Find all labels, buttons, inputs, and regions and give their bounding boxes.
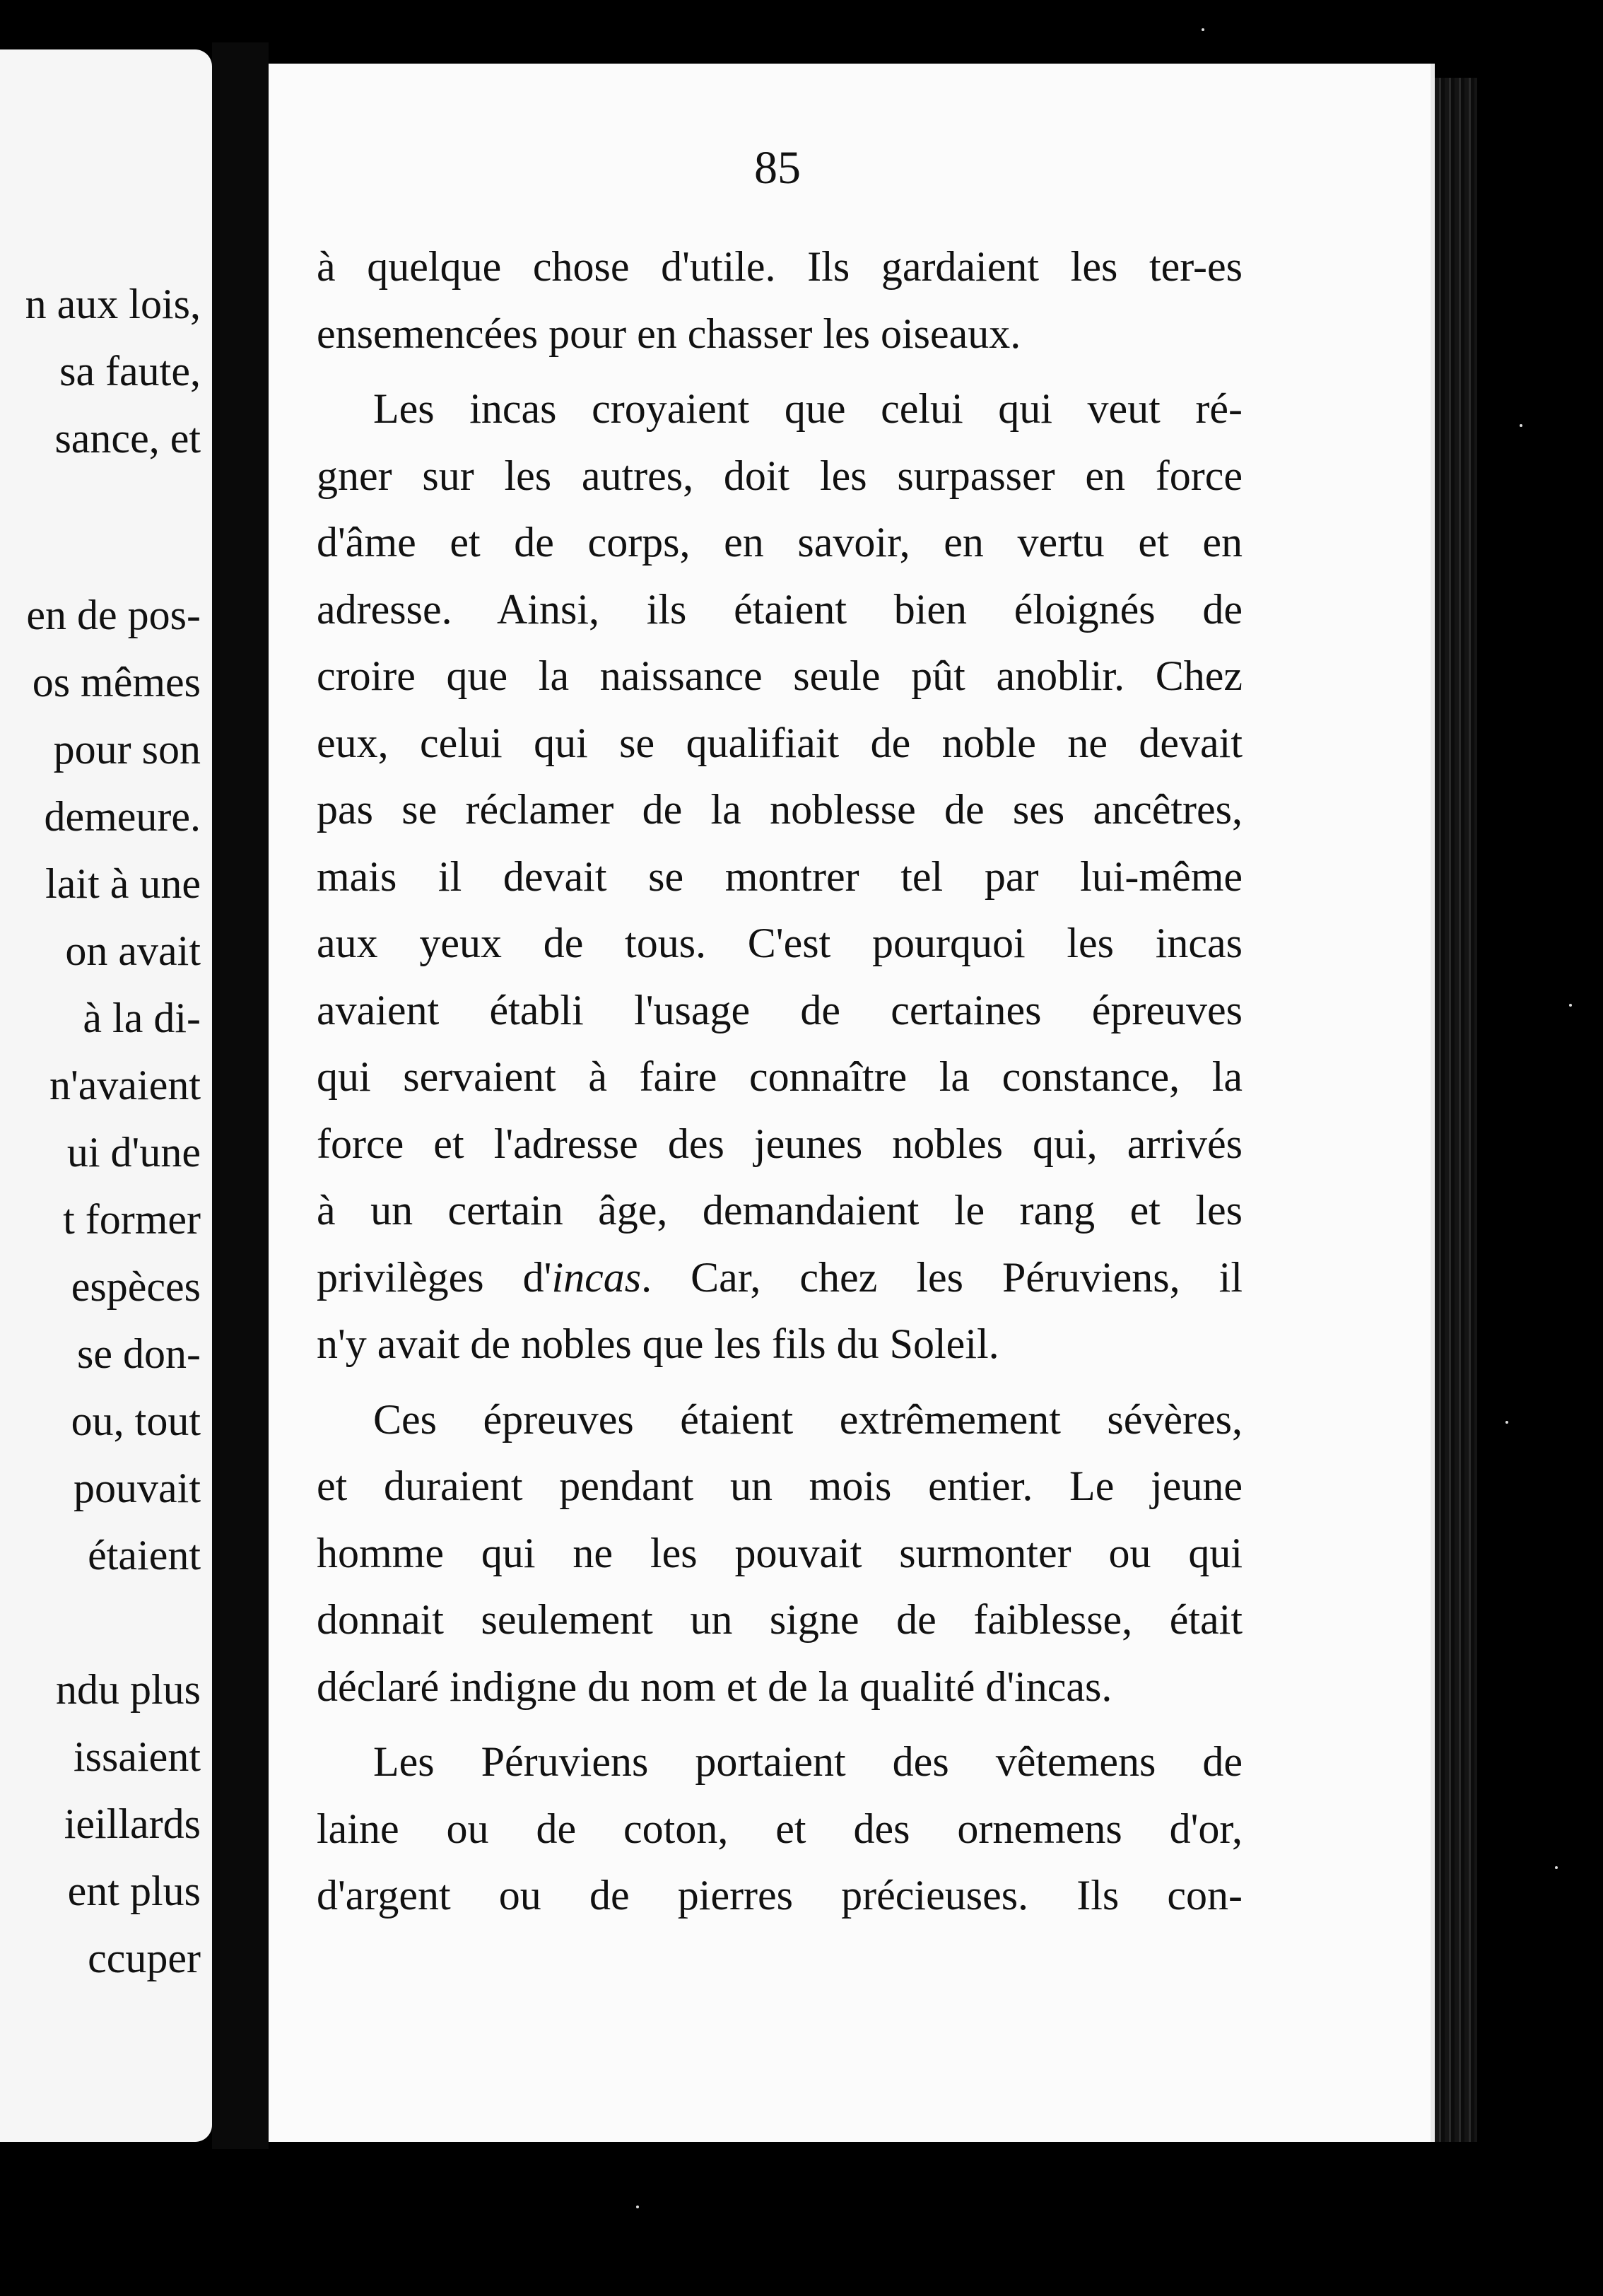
scan-speck xyxy=(636,2206,639,2208)
text-line: mais il devait se montrer tel par lui-même xyxy=(317,853,1243,900)
left-line: ieillards xyxy=(64,1800,201,1847)
text-line: Les Péruviens portaient des vêtemens de xyxy=(373,1738,1243,1785)
left-line: lait à une xyxy=(45,860,201,907)
book-gutter xyxy=(212,42,269,2149)
page-body-text xyxy=(317,233,1243,1929)
text-segment: privilèges d' xyxy=(317,1253,552,1301)
left-line: ui d'une xyxy=(66,1129,201,1176)
text-line: à quelque chose d'utile. Ils gardaient les ter-es xyxy=(317,243,1243,290)
text-line: adresse. Ainsi, ils étaient bien éloignés de xyxy=(317,585,1243,633)
text-line: d'âme et de corps, en savoir, en vertu et en xyxy=(317,519,1243,566)
left-line: sa faute, xyxy=(59,348,201,394)
text-line: avaient établi l'usage de certaines épreuves xyxy=(317,986,1243,1033)
text-line: déclaré indigne du nom et de la qualité d'incas. xyxy=(317,1663,1112,1710)
text-line: eux, celui qui se qualifiait de noble ne devait xyxy=(317,719,1243,766)
text-line: aux yeux de tous. C'est pourquoi les incas xyxy=(317,920,1243,966)
text-line: ensemencées pour en chasser les oiseaux. xyxy=(317,310,1021,357)
left-line: demeure. xyxy=(44,793,201,840)
left-line: pour son xyxy=(53,726,201,773)
text-line: à un certain âge, demandaient le rang et les xyxy=(317,1187,1243,1234)
scan-speck xyxy=(1569,1004,1572,1007)
scan-speck xyxy=(1555,1866,1558,1869)
text-line: qui servaient à faire connaître la constance, la xyxy=(317,1053,1243,1100)
previous-page-fragment xyxy=(0,49,212,2142)
left-line: étaient xyxy=(88,1532,201,1578)
italic-word: incas xyxy=(551,1253,642,1301)
text-line: force et l'adresse des jeunes nobles qui, arrivés xyxy=(317,1120,1243,1167)
left-line: ent plus xyxy=(67,1868,201,1914)
left-line: pouvait xyxy=(74,1465,201,1511)
scan-speck xyxy=(1505,1421,1508,1424)
text-segment: . Car, chez les Péruviens, il xyxy=(641,1253,1243,1301)
text-line: pas se réclamer de la noblesse de ses ancêtres, xyxy=(317,786,1243,833)
page-edges xyxy=(1435,78,1477,2142)
left-line: os mêmes xyxy=(32,659,201,705)
scan-speck xyxy=(1520,424,1522,427)
left-line: en de pos- xyxy=(26,592,201,638)
text-line: laine ou de coton, et des ornemens d'or, xyxy=(317,1805,1243,1852)
left-line: ccuper xyxy=(88,1935,201,1981)
scan-speck xyxy=(1202,28,1204,31)
left-line: n'avaient xyxy=(49,1062,201,1108)
left-line: ndu plus xyxy=(55,1666,201,1713)
text-line: d'argent ou de pierres précieuses. Ils con- xyxy=(317,1872,1243,1919)
text-line: et duraient pendant un mois entier. Le jeune xyxy=(317,1463,1243,1509)
left-line: sance, et xyxy=(54,415,201,462)
left-line: n aux lois, xyxy=(25,281,201,327)
left-line: espèces xyxy=(71,1263,201,1310)
text-line: donnait seulement un signe de faiblesse, était xyxy=(317,1596,1243,1643)
text-line: homme qui ne les pouvait surmonter ou qui xyxy=(317,1529,1243,1576)
left-line: se don- xyxy=(77,1330,201,1377)
text-line: croire que la naissance seule pût anoblir. Chez xyxy=(317,652,1243,699)
text-line: n'y avait de nobles que les fils du Soleil. xyxy=(317,1320,999,1367)
left-line: t former xyxy=(63,1196,201,1243)
left-line: ou, tout xyxy=(71,1398,201,1444)
text-line: gner sur les autres, doit les surpasser en force xyxy=(317,452,1243,499)
left-line: issaient xyxy=(74,1733,201,1780)
text-line: Les incas croyaient que celui qui veut ré- xyxy=(373,385,1243,432)
text-line: Ces épreuves étaient extrêmement sévères, xyxy=(373,1395,1243,1443)
text-line-with-italic xyxy=(317,1244,1243,1311)
left-line: on avait xyxy=(65,927,201,974)
page-number: 85 xyxy=(754,142,801,194)
left-line: à la di- xyxy=(83,995,201,1041)
